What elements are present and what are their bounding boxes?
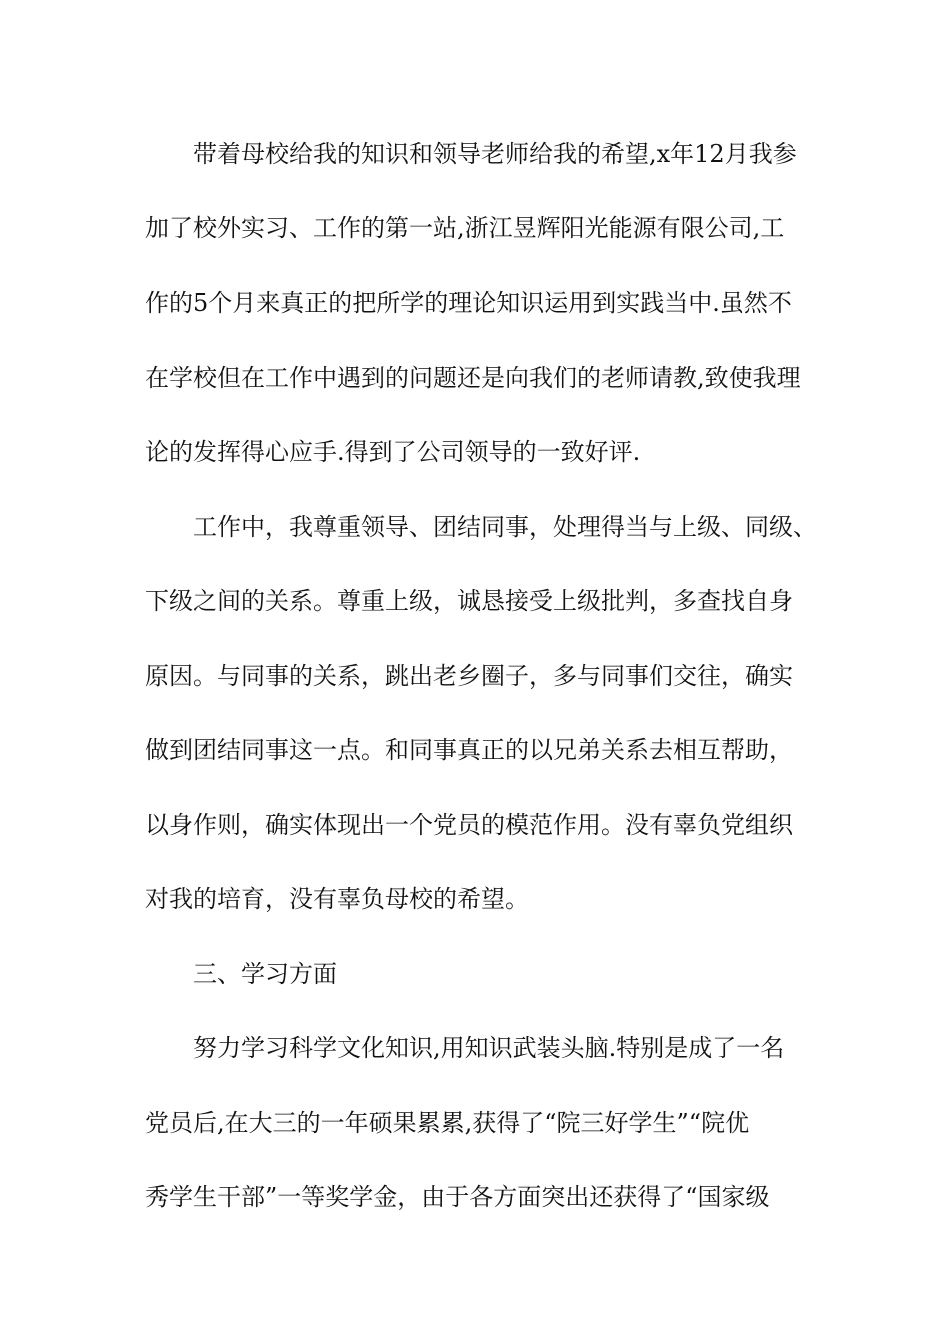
paragraph-2-line-4: 做到团结同事这一点。和同事真正的以兄弟关系去相互帮助， [145,736,793,764]
paragraph-2-line-5: 以身作则，确实体现出一个党员的模范作用。没有辜负党组织 [145,811,793,839]
paragraph-1-line-2: 加了校外实习、工作的第一站,浙江昱辉阳光能源有限公司,工 [145,214,785,242]
paragraph-1-line-3: 作的5个月来真正的把所学的理论知识运用到实践当中.虽然不 [145,289,792,317]
paragraph-2-line-2: 下级之间的关系。尊重上级，诚恳接受上级批判，多查找自身 [145,587,793,615]
section-heading: 三、学习方面 [193,960,337,988]
paragraph-2-line-1: 工作中，我尊重领导、团结同事，处理得当与上级、同级、 [193,513,817,541]
paragraph-1-line-1: 带着母校给我的知识和领导老师给我的希望,x年12月我参 [193,140,797,168]
paragraph-1-line-5: 论的发挥得心应手.得到了公司领导的一致好评. [145,438,641,466]
paragraph-3-line-3: 秀学生干部”一等奖学金，由于各方面突出还获得了“国家级 [145,1183,770,1211]
paragraph-3-line-1: 努力学习科学文化知识,用知识武装头脑.特别是成了一名 [193,1034,785,1062]
paragraph-1-line-4: 在学校但在工作中遇到的问题还是向我们的老师请教,致使我理 [145,364,801,392]
paragraph-2-line-6: 对我的培育，没有辜负母校的希望。 [145,885,529,913]
paragraph-2-line-3: 原因。与同事的关系，跳出老乡圈子，多与同事们交往，确实 [145,662,793,690]
paragraph-3-line-2: 党员后,在大三的一年硕果累累,获得了“院三好学生”“院优 [145,1109,750,1137]
